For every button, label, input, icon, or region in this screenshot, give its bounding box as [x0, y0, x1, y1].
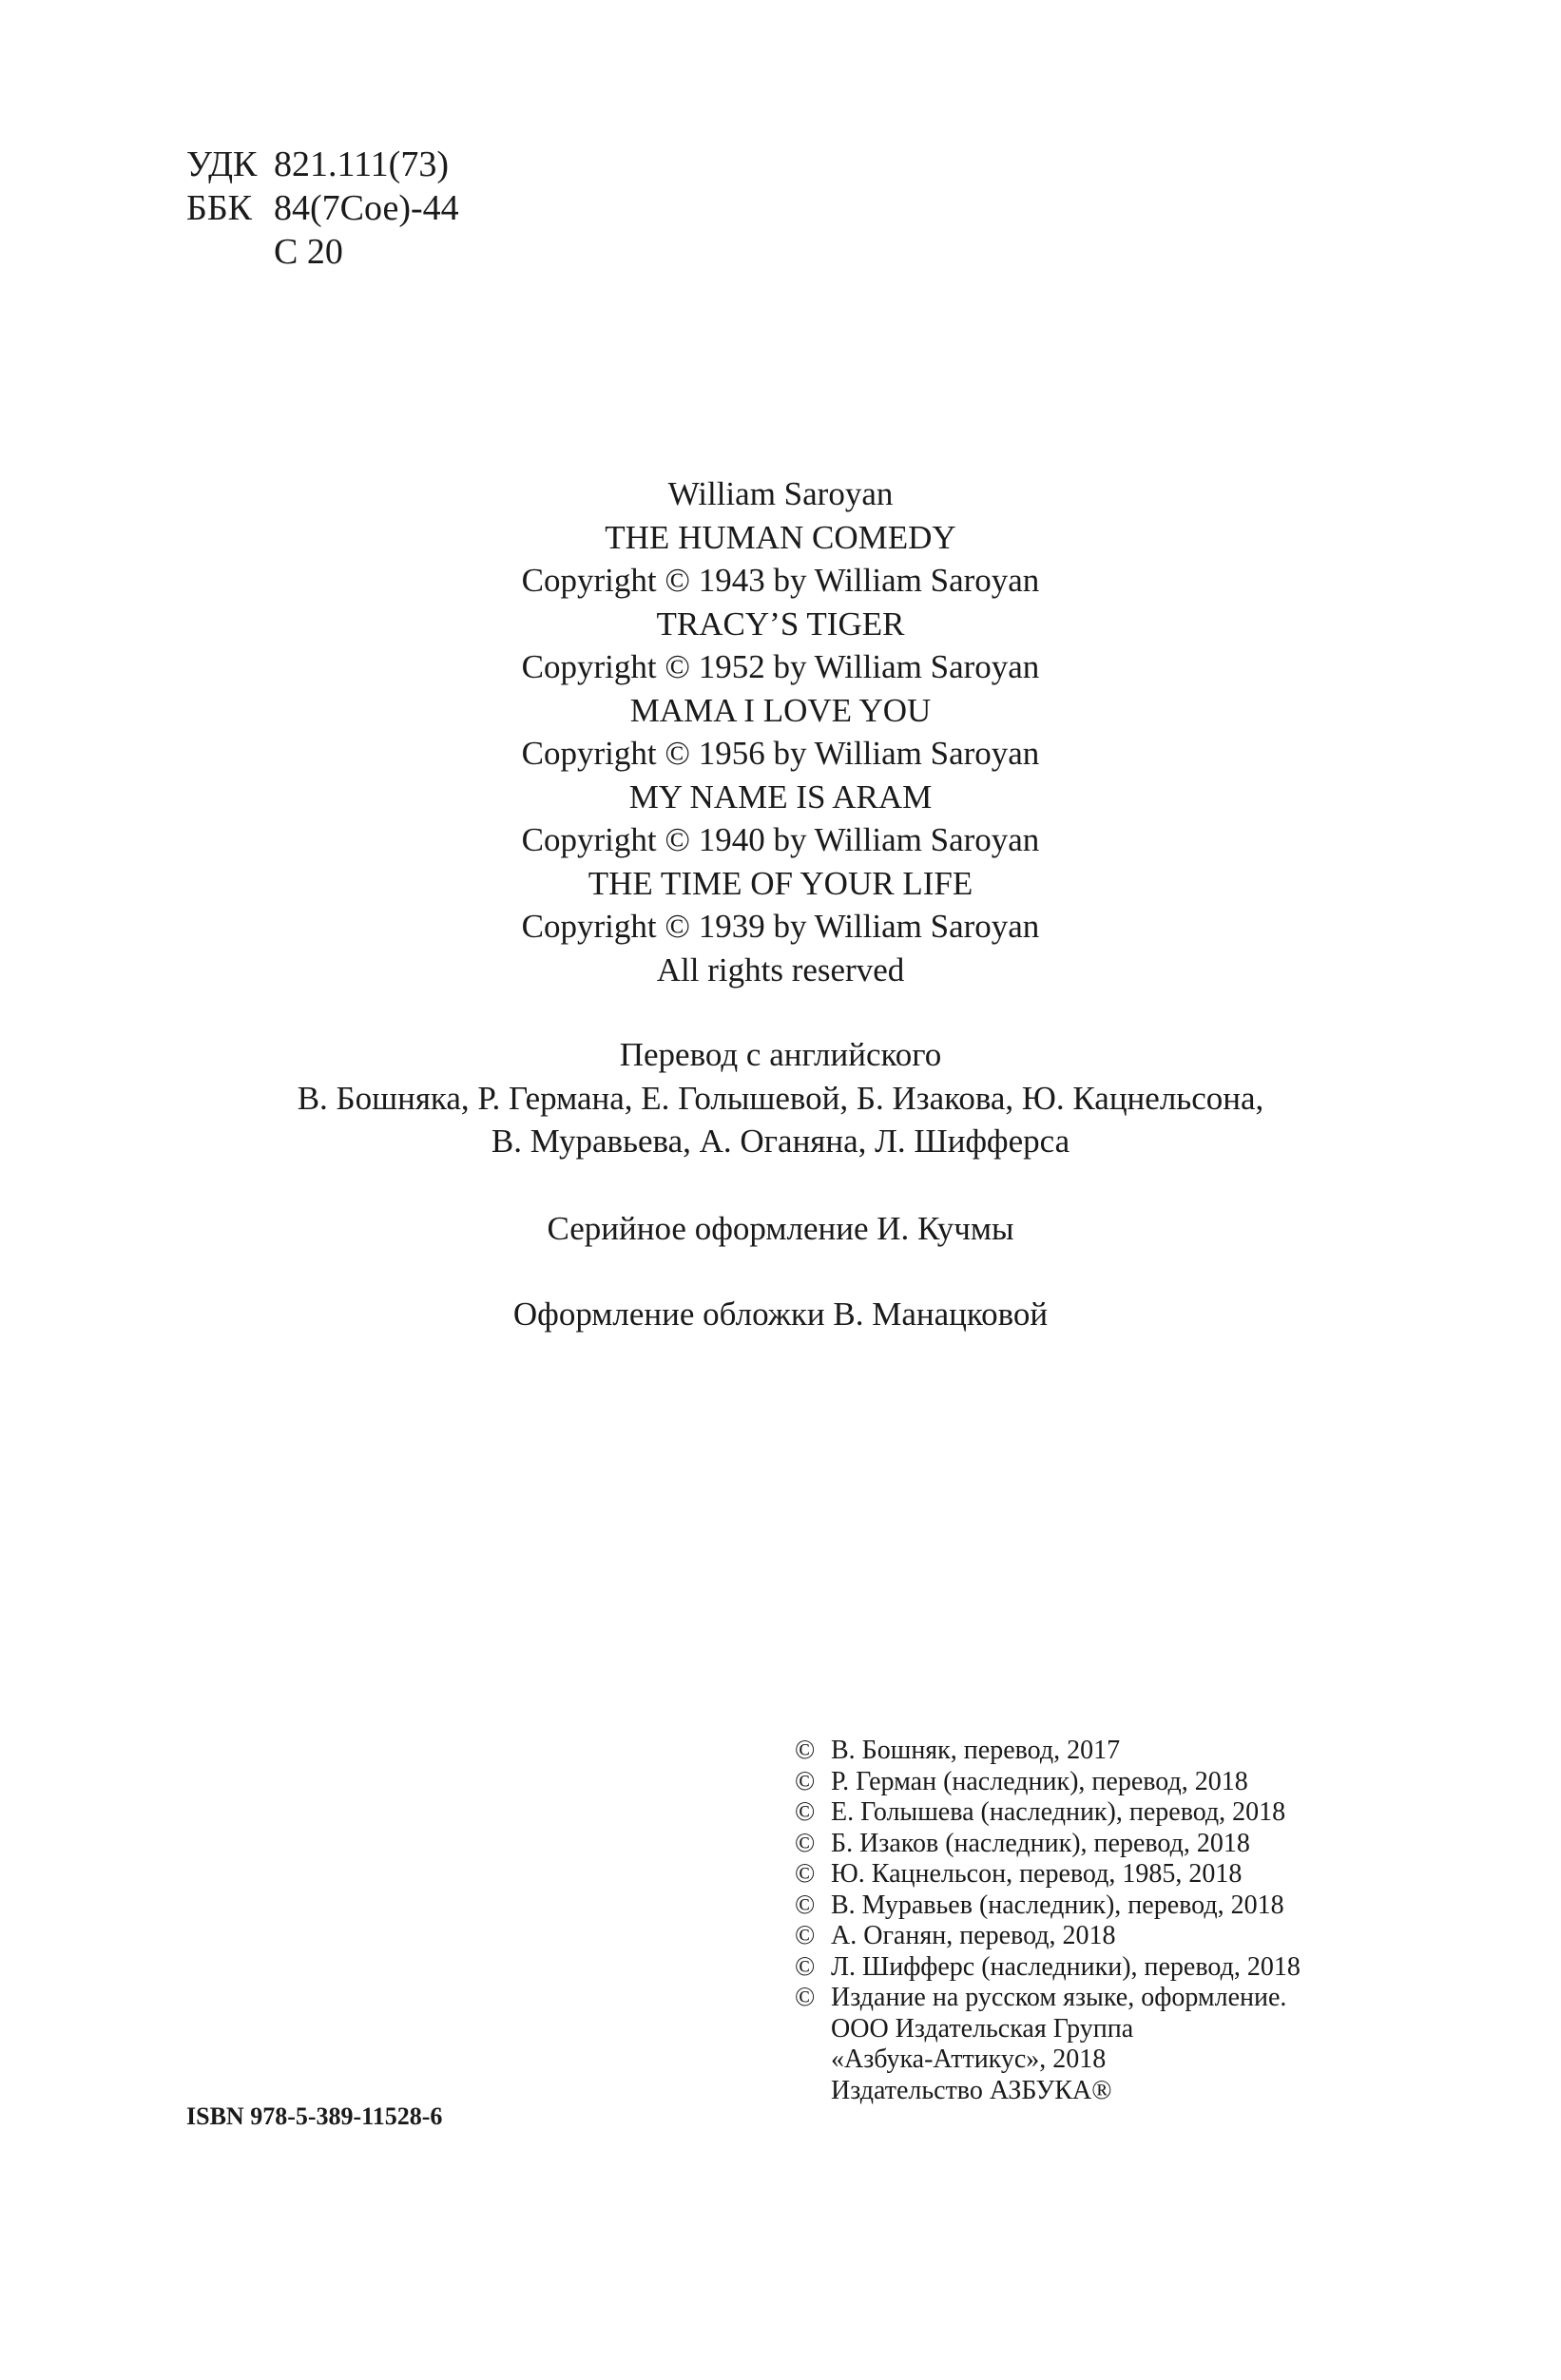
copyright-line: Copyright © 1940 by William Saroyan: [521, 821, 1040, 858]
copyright-text: Издание на русском языке, оформление.: [831, 1983, 1287, 2012]
publisher-lines: [795, 2014, 1301, 2107]
copyright-list: [795, 1736, 1301, 2106]
translators-line-2: В. Муравьева, А. Оганяна, Л. Шифферса: [491, 1123, 1070, 1160]
copyright-symbol: ©: [795, 1766, 816, 1796]
bbk-label: ББК: [186, 188, 252, 228]
copyright-symbol: ©: [795, 1797, 816, 1827]
copyright-item: [795, 1952, 1301, 1984]
bbk-row: [186, 186, 459, 230]
original-rights-block: [0, 472, 1561, 991]
copyright-text: В. Муравьев (наследник), перевод, 2018: [831, 1890, 1284, 1920]
copyright-line: Copyright © 1956 by William Saroyan: [521, 735, 1040, 772]
copyright-symbol: ©: [795, 1828, 816, 1858]
work-title: THE HUMAN COMEDY: [605, 518, 956, 556]
series-design-text: Серийное оформление И. Кучмы: [547, 1210, 1014, 1247]
copyright-text: Е. Голышева (наследник), перевод, 2018: [831, 1797, 1286, 1827]
copyright-item: [795, 1767, 1301, 1798]
translation-credits: [0, 1033, 1561, 1163]
copyright-item: [795, 1736, 1301, 1767]
copyright-symbol: ©: [795, 1859, 816, 1889]
copyright-text: Ю. Кацнельсон, перевод, 1985, 2018: [831, 1859, 1243, 1889]
author-mark-row: [186, 230, 459, 274]
copyright-text: В. Бошняк, перевод, 2017: [831, 1736, 1121, 1765]
bbk-value: 84(7Сое)-44: [274, 188, 459, 228]
copyright-text: Р. Герман (наследник), перевод, 2018: [831, 1766, 1248, 1796]
author-mark: С 20: [274, 232, 343, 272]
copyright-item: [795, 1891, 1301, 1922]
copyright-symbol: ©: [795, 1921, 816, 1950]
publisher-line-3: Издательство АЗБУКА®: [831, 2075, 1112, 2105]
publisher-line-2: «Азбука-Аттикус», 2018: [831, 2044, 1107, 2074]
translation-heading: Перевод с английского: [619, 1036, 942, 1073]
classification-block: [186, 143, 459, 274]
author-name: William Saroyan: [667, 475, 894, 512]
copyright-text: А. Оганян, перевод, 2018: [831, 1921, 1116, 1950]
work-title: THE TIME OF YOUR LIFE: [588, 864, 973, 902]
copyright-item: [795, 1859, 1301, 1891]
udk-label: УДК: [186, 144, 258, 184]
copyright-symbol: ©: [795, 1890, 816, 1920]
copyright-symbol: ©: [795, 1983, 816, 2012]
udk-value: 821.111(73): [274, 144, 449, 184]
udk-row: [186, 143, 459, 186]
isbn: ISBN 978-5-389-11528-6: [186, 2102, 443, 2130]
copyright-symbol: ©: [795, 1736, 816, 1765]
copyright-item: [795, 1983, 1301, 2014]
work-title: TRACY’S TIGER: [656, 605, 905, 643]
series-design-credit: [0, 1207, 1561, 1251]
copyright-item: [795, 1829, 1301, 1860]
copyright-item: [795, 1797, 1301, 1829]
rights-reserved: All rights reserved: [656, 950, 905, 988]
copyright-line: Copyright © 1939 by William Saroyan: [521, 908, 1040, 945]
work-title: MY NAME IS ARAM: [628, 777, 933, 816]
publisher-line-1: ООО Издательская Группа: [831, 2013, 1134, 2044]
copyright-symbol: ©: [795, 1951, 816, 1982]
copyright-text: Л. Шифферс (наследники), перевод, 2018: [831, 1951, 1301, 1982]
cover-design-credit: [0, 1293, 1561, 1336]
work-title: MAMA I LOVE YOU: [629, 691, 932, 729]
cover-design-text: Оформление обложки В. Манацковой: [512, 1296, 1049, 1333]
copyright-line: Copyright © 1952 by William Saroyan: [521, 648, 1040, 685]
copyright-text: Б. Изаков (наследник), перевод, 2018: [831, 1828, 1250, 1858]
translators-line-1: В. Бошняка, Р. Германа, Е. Голышевой, Б. Изакова, Ю. Кацнельсона,: [297, 1079, 1264, 1117]
copyright-line: Copyright © 1943 by William Saroyan: [521, 562, 1040, 599]
copyright-item: [795, 1921, 1301, 1952]
